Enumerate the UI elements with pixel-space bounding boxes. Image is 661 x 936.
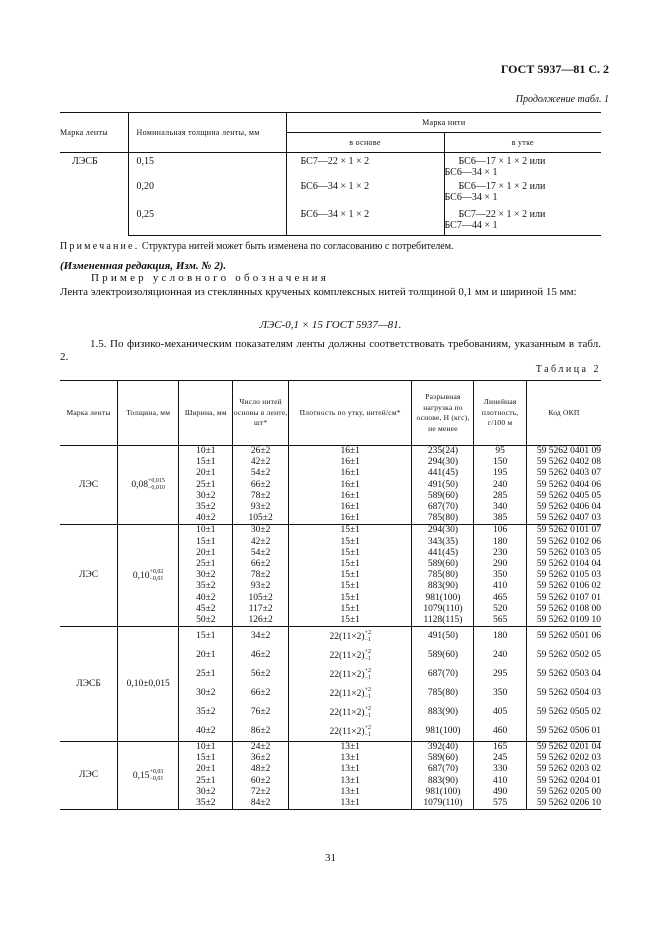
t2-linear: 165	[474, 742, 526, 754]
t2-width: 30±2	[179, 570, 233, 581]
t2-density: 15±1	[288, 548, 411, 559]
table-row	[60, 742, 601, 754]
thickness-value: 0,10	[132, 570, 150, 581]
t2-thickness	[118, 742, 179, 810]
t1-weft-line2: БС6—34 × 1	[444, 191, 498, 203]
density-value: 22(11×2)	[329, 688, 365, 699]
t2-linear: 330	[474, 764, 526, 775]
t2-threads: 105±2	[233, 592, 289, 603]
t2-threads: 84±2	[233, 798, 289, 810]
t2-linear: 195	[474, 468, 526, 479]
t2-width: 40±2	[179, 722, 233, 742]
tolerance-minus: −0,010	[148, 485, 165, 492]
t2-okp: 59 5262 0406 04	[526, 502, 601, 513]
t2-brand: ЛЭС	[60, 525, 118, 627]
t2-width: 45±2	[179, 604, 233, 615]
t2-linear: 565	[474, 615, 526, 627]
t2-col-linear: Линейная плотность, г/100 м	[474, 381, 526, 446]
t2-threads: 46±2	[233, 646, 289, 665]
t2-threads: 36±2	[233, 753, 289, 764]
t2-density: 16±1	[288, 446, 411, 458]
t1-weft-line2: БС7—44 × 1	[444, 219, 498, 231]
tolerance-plus: +2	[364, 686, 371, 693]
t2-okp: 59 5262 0501 06	[526, 627, 601, 647]
t2-okp: 59 5262 0401 09	[526, 446, 601, 458]
t2-threads: 24±2	[233, 742, 289, 754]
t2-linear: 245	[474, 753, 526, 764]
table-2-caption: Таблица 2	[535, 364, 601, 375]
t2-density: 16±1	[288, 468, 411, 479]
tolerance-plus: +0,015	[148, 478, 165, 485]
t2-width: 30±2	[179, 491, 233, 502]
t1-thickness: 0,20	[128, 181, 286, 209]
t1-brand: ЛЭСБ	[72, 156, 98, 167]
t2-okp: 59 5262 0403 07	[526, 468, 601, 479]
t2-thickness	[118, 525, 179, 627]
t2-load: 589(60)	[412, 491, 474, 502]
t2-linear: 340	[474, 502, 526, 513]
t2-threads: 60±2	[233, 776, 289, 787]
t2-density: 13±1	[288, 764, 411, 775]
t2-width: 15±1	[179, 627, 233, 647]
tolerance-minus: −1	[364, 674, 371, 681]
amendment-note: (Измененная редакция, Изм. № 2).	[60, 260, 227, 272]
t2-density: 13±1	[288, 798, 411, 810]
t2-load: 883(90)	[412, 581, 474, 592]
t2-width: 25±1	[179, 559, 233, 570]
t2-density: 15±1	[288, 592, 411, 603]
t1-warp: БС6—34 × 1 × 2	[286, 181, 444, 209]
tolerance	[365, 668, 371, 682]
t2-density: 16±1	[288, 457, 411, 468]
t2-density: 13±1	[288, 742, 411, 754]
t2-width: 50±2	[179, 615, 233, 627]
tolerance	[150, 569, 164, 583]
t2-width: 25±1	[179, 480, 233, 491]
t2-okp: 59 5262 0102 06	[526, 537, 601, 548]
tolerance	[365, 630, 371, 644]
t2-density	[288, 665, 411, 684]
t2-okp: 59 5262 0205 00	[526, 787, 601, 798]
t2-load: 981(100)	[412, 722, 474, 742]
t2-load: 491(50)	[412, 480, 474, 491]
t2-threads: 126±2	[233, 615, 289, 627]
t2-linear: 350	[474, 684, 526, 703]
tolerance-plus: +2	[364, 724, 371, 731]
tolerance-minus: −0,01	[149, 775, 164, 782]
t2-load: 785(80)	[412, 570, 474, 581]
t2-density: 15±1	[288, 559, 411, 570]
t2-linear: 520	[474, 604, 526, 615]
t2-load: 687(70)	[412, 665, 474, 684]
t2-linear: 150	[474, 457, 526, 468]
t2-threads: 54±2	[233, 468, 289, 479]
t1-thickness: 0,15	[128, 153, 286, 181]
t2-load: 981(100)	[412, 787, 474, 798]
t2-threads: 42±2	[233, 457, 289, 468]
t2-linear: 465	[474, 592, 526, 603]
t1-warp: БС7—22 × 1 × 2	[286, 153, 444, 181]
thickness-value: 0,10±0,015	[126, 678, 170, 689]
t1-weft-line1: БС7—22 × 1 × 2 или	[458, 208, 546, 220]
t2-density: 15±1	[288, 581, 411, 592]
t2-linear: 385	[474, 513, 526, 525]
t2-density: 13±1	[288, 753, 411, 764]
paragraph-1-5: 1.5. По физико-механическим показателям ленты должны соответствовать требованиям, указанным в табл. 2.	[60, 338, 601, 363]
t2-width: 35±2	[179, 703, 233, 722]
t2-linear: 410	[474, 776, 526, 787]
t2-okp: 59 5262 0202 03	[526, 753, 601, 764]
t2-okp: 59 5262 0206 10	[526, 798, 601, 810]
table-row	[60, 627, 601, 647]
tolerance-plus: +2	[364, 648, 371, 655]
t2-density: 13±1	[288, 787, 411, 798]
t2-thickness	[118, 446, 179, 525]
t2-width: 30±2	[179, 684, 233, 703]
t2-load: 687(70)	[412, 502, 474, 513]
t2-okp: 59 5262 0203 02	[526, 764, 601, 775]
t2-width: 15±1	[179, 457, 233, 468]
example-heading: Пример условного обозначения	[91, 272, 329, 284]
t2-width: 20±1	[179, 646, 233, 665]
t2-okp: 59 5262 0506 01	[526, 722, 601, 742]
t2-load: 294(30)	[412, 457, 474, 468]
t2-density: 15±1	[288, 525, 411, 537]
t2-width: 10±1	[179, 742, 233, 754]
t2-linear: 285	[474, 491, 526, 502]
t2-linear: 240	[474, 480, 526, 491]
t2-okp: 59 5262 0104 04	[526, 559, 601, 570]
t2-linear: 230	[474, 548, 526, 559]
t2-threads: 86±2	[233, 722, 289, 742]
table-1-note	[60, 241, 454, 252]
t2-load: 441(45)	[412, 468, 474, 479]
density-value: 22(11×2)	[329, 707, 365, 718]
tolerance-minus: −1	[364, 636, 371, 643]
density-value: 22(11×2)	[329, 631, 365, 642]
t2-threads: 78±2	[233, 570, 289, 581]
tolerance-plus: +2	[364, 629, 371, 636]
t2-linear: 106	[474, 525, 526, 537]
tolerance-plus: +2	[364, 705, 371, 712]
tolerance-plus: +0,02	[149, 568, 164, 575]
tolerance-minus: −1	[364, 712, 371, 719]
t2-okp: 59 5262 0503 04	[526, 665, 601, 684]
t2-col-density: Плотность по утку, нитей/см*	[288, 381, 411, 446]
t2-okp: 59 5262 0502 05	[526, 646, 601, 665]
t2-width: 10±1	[179, 446, 233, 458]
example-text: Лента электроизоляционная из стеклянных крученых комплексных нитей толщиной 0,1 мм и шириной 15 мм:	[60, 286, 577, 298]
t2-width: 25±1	[179, 776, 233, 787]
t2-load: 883(90)	[412, 703, 474, 722]
tolerance-minus: −1	[364, 731, 371, 738]
t2-load: 687(70)	[412, 764, 474, 775]
tolerance	[365, 687, 371, 701]
t2-okp: 59 5262 0101 07	[526, 525, 601, 537]
t2-col-thickness: Толщина, мм	[118, 381, 179, 446]
t2-linear: 460	[474, 722, 526, 742]
t2-linear: 180	[474, 537, 526, 548]
table-row	[60, 525, 601, 537]
t2-linear: 575	[474, 798, 526, 810]
t2-load: 785(80)	[412, 684, 474, 703]
density-value: 22(11×2)	[329, 669, 365, 680]
t2-linear: 180	[474, 627, 526, 647]
density-value: 22(11×2)	[329, 650, 365, 661]
density-value: 22(11×2)	[329, 726, 365, 737]
t2-okp: 59 5262 0201 04	[526, 742, 601, 754]
t2-density	[288, 722, 411, 742]
t2-okp: 59 5262 0402 08	[526, 457, 601, 468]
t2-density	[288, 627, 411, 647]
t2-threads: 56±2	[233, 665, 289, 684]
t2-okp: 59 5262 0108 00	[526, 604, 601, 615]
t2-load: 343(35)	[412, 537, 474, 548]
t2-threads: 42±2	[233, 537, 289, 548]
t2-col-brand: Марка ленты	[60, 381, 118, 446]
t2-width: 10±1	[179, 525, 233, 537]
t1-col-weft: в утке	[444, 133, 601, 153]
t2-okp: 59 5262 0109 10	[526, 615, 601, 627]
t2-okp: 59 5262 0505 02	[526, 703, 601, 722]
t2-okp: 59 5262 0405 05	[526, 491, 601, 502]
t2-density: 15±1	[288, 604, 411, 615]
tolerance	[365, 706, 371, 720]
tolerance	[148, 478, 165, 492]
tolerance	[365, 725, 371, 739]
t1-weft-line1: БС6—17 × 1 × 2 или	[458, 180, 546, 192]
t2-load: 1079(110)	[412, 798, 474, 810]
t2-col-okp: Код ОКП	[526, 381, 601, 446]
tolerance-minus: −0,01	[149, 575, 164, 582]
t2-width: 40±2	[179, 513, 233, 525]
t2-load: 491(50)	[412, 627, 474, 647]
page-number: 31	[325, 852, 336, 864]
t2-col-width: Ширина, мм	[179, 381, 233, 446]
t2-threads: 54±2	[233, 548, 289, 559]
tolerance-minus: −1	[364, 693, 371, 700]
t2-load: 392(40)	[412, 742, 474, 754]
t2-load: 589(60)	[412, 753, 474, 764]
t2-load: 294(30)	[412, 525, 474, 537]
table-2	[60, 380, 601, 810]
t2-brand: ЛЭС	[60, 446, 118, 525]
t2-okp: 59 5262 0103 05	[526, 548, 601, 559]
t2-density: 16±1	[288, 491, 411, 502]
t2-load: 1128(115)	[412, 615, 474, 627]
t1-weft-line1: БС6—17 × 1 × 2 или	[458, 156, 546, 167]
note-text: Структура нитей может быть изменена по согласованию с потребителем.	[141, 241, 454, 252]
t2-brand: ЛЭСБ	[60, 627, 118, 742]
t2-okp: 59 5262 0504 03	[526, 684, 601, 703]
t2-width: 15±1	[179, 537, 233, 548]
t2-width: 30±2	[179, 787, 233, 798]
t2-okp: 59 5262 0107 01	[526, 592, 601, 603]
t2-brand: ЛЭС	[60, 742, 118, 810]
t2-threads: 93±2	[233, 502, 289, 513]
table-row	[60, 446, 601, 458]
t2-threads: 30±2	[233, 525, 289, 537]
t2-density: 16±1	[288, 480, 411, 491]
t1-thickness: 0,25	[128, 209, 286, 236]
t2-okp: 59 5262 0404 06	[526, 480, 601, 491]
t2-linear: 490	[474, 787, 526, 798]
t2-width: 20±1	[179, 468, 233, 479]
t2-linear: 95	[474, 446, 526, 458]
tolerance-plus: +2	[364, 667, 371, 674]
designation-formula: ЛЭС-0,1 × 15 ГОСТ 5937—81.	[259, 319, 402, 331]
t2-density	[288, 646, 411, 665]
t2-okp: 59 5262 0105 03	[526, 570, 601, 581]
tolerance	[365, 649, 371, 663]
t2-load: 589(60)	[412, 559, 474, 570]
t2-density	[288, 703, 411, 722]
thickness-value: 0,08	[131, 480, 149, 491]
t2-okp: 59 5262 0106 02	[526, 581, 601, 592]
tolerance-minus: −1	[364, 655, 371, 662]
t2-density: 15±1	[288, 615, 411, 627]
t2-density	[288, 684, 411, 703]
t2-width: 35±2	[179, 798, 233, 810]
t2-okp: 59 5262 0407 03	[526, 513, 601, 525]
t2-threads: 48±2	[233, 764, 289, 775]
t2-linear: 295	[474, 665, 526, 684]
t2-width: 35±2	[179, 502, 233, 513]
tolerance-plus: +0,03	[149, 768, 164, 775]
t2-threads: 93±2	[233, 581, 289, 592]
t2-load: 1079(110)	[412, 604, 474, 615]
t2-thickness	[118, 627, 179, 742]
t2-col-threads: Число нитей основы в ленте, шт*	[233, 381, 289, 446]
t2-col-load: Разрывная нагрузка по основе, Н (кгс), не менее	[412, 381, 474, 446]
t2-threads: 66±2	[233, 559, 289, 570]
t2-load: 441(45)	[412, 548, 474, 559]
t2-width: 20±1	[179, 548, 233, 559]
t2-threads: 117±2	[233, 604, 289, 615]
t2-linear: 405	[474, 703, 526, 722]
t2-density: 15±1	[288, 570, 411, 581]
t1-col-warp: в основе	[286, 133, 444, 153]
table-1	[60, 112, 601, 236]
table-continuation-label: Продолжение табл. 1	[515, 94, 609, 105]
t2-density: 13±1	[288, 776, 411, 787]
t2-linear: 350	[474, 570, 526, 581]
t2-threads: 78±2	[233, 491, 289, 502]
t2-threads: 76±2	[233, 703, 289, 722]
t2-threads: 26±2	[233, 446, 289, 458]
t2-linear: 290	[474, 559, 526, 570]
t1-warp: БС6—34 × 1 × 2	[286, 209, 444, 236]
t2-density: 16±1	[288, 502, 411, 513]
t2-width: 40±2	[179, 592, 233, 603]
tolerance	[150, 769, 164, 783]
t2-linear: 410	[474, 581, 526, 592]
note-label: Примечание.	[60, 241, 140, 252]
t1-weft-line2: БС6—34 × 1	[444, 167, 498, 178]
t2-width: 35±2	[179, 581, 233, 592]
t2-load: 883(90)	[412, 776, 474, 787]
t2-density: 16±1	[288, 513, 411, 525]
t2-width: 20±1	[179, 764, 233, 775]
t1-col-brand: Марка ленты	[60, 113, 128, 153]
t2-load: 235(24)	[412, 446, 474, 458]
thickness-value: 0,15	[132, 770, 150, 781]
t2-threads: 105±2	[233, 513, 289, 525]
t2-load: 981(100)	[412, 592, 474, 603]
t1-col-thickness: Номинальная толщина ленты, мм	[128, 113, 286, 153]
t2-threads: 66±2	[233, 684, 289, 703]
t2-width: 25±1	[179, 665, 233, 684]
t2-threads: 66±2	[233, 480, 289, 491]
t1-col-thread: Марка нити	[286, 113, 601, 133]
page-header: ГОСТ 5937—81 С. 2	[500, 62, 609, 76]
t2-okp: 59 5262 0204 01	[526, 776, 601, 787]
t2-load: 785(80)	[412, 513, 474, 525]
t2-density: 15±1	[288, 537, 411, 548]
t2-threads: 72±2	[233, 787, 289, 798]
t2-linear: 240	[474, 646, 526, 665]
t2-threads: 34±2	[233, 627, 289, 647]
t2-load: 589(60)	[412, 646, 474, 665]
t2-width: 15±1	[179, 753, 233, 764]
